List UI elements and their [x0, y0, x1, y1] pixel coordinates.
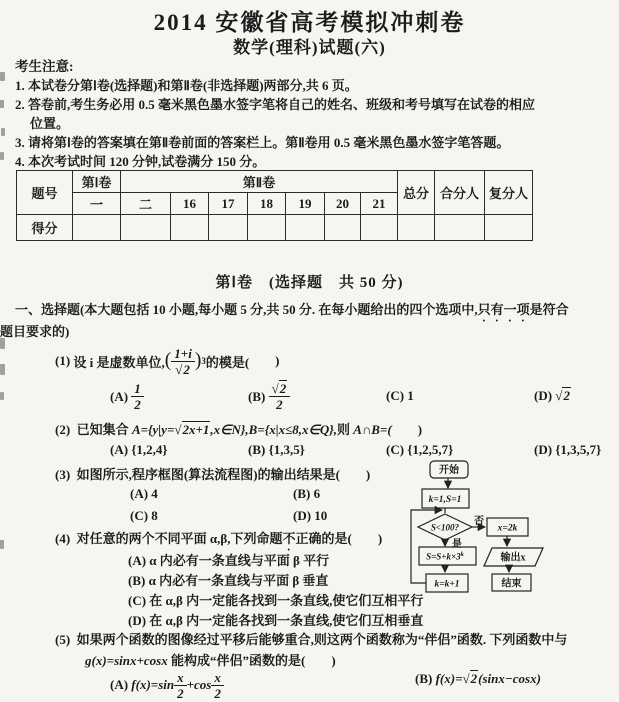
score-cell	[361, 215, 398, 241]
candidate-notice	[15, 57, 610, 171]
table-col-18: 18	[248, 193, 286, 215]
table-col-21: 21	[361, 193, 398, 215]
q2-option-a: (A) {1,2,4}	[110, 442, 168, 457]
flow-init-label: k=1,S=1	[428, 495, 462, 505]
q1-post: 的模是(	[205, 354, 250, 370]
score-cell	[209, 215, 248, 241]
q1-option-a: (A) $\frac{1}{2}$	[110, 382, 248, 411]
q5-line2-text: 能构成“伴侣”函数的是(	[167, 653, 306, 668]
table-col-20: 20	[325, 193, 361, 215]
section1-title: 第Ⅰ卷 (选择题 共 50 分)	[215, 275, 404, 291]
flow-condition-label: S<100?	[430, 522, 460, 533]
score-cell	[286, 215, 325, 241]
q4-option-a: (A) α 内必有一条直线与平面 β 平行	[128, 553, 330, 568]
score-table	[16, 170, 533, 241]
table-col-17: 17	[209, 193, 248, 215]
q4-pre: 对任意的两个不同平面 α,β,下列命题	[76, 531, 283, 546]
score-cell	[121, 215, 171, 241]
table-score-label: 得分	[17, 215, 73, 241]
notice-heading: 考生注意:	[15, 59, 74, 74]
q2-m2: ,x∈N},B={x|x≤8,x∈Q},	[210, 422, 338, 437]
q2-m1: A={y|y=	[131, 422, 175, 437]
table-col-1: 一	[73, 193, 121, 215]
question-3-options-row2	[130, 508, 327, 524]
section1-instruction-line2: 题目要求的)	[0, 324, 70, 339]
q4-emphasis: 不	[282, 531, 296, 546]
score-cell	[325, 215, 361, 241]
q5-close: )	[331, 653, 336, 668]
table-col-2: 二	[121, 193, 171, 215]
page-title: 2014 安徽省高考模拟冲刺卷	[153, 10, 466, 35]
question-3-options-row1	[130, 486, 320, 502]
table-header-part1: 第Ⅰ卷	[73, 171, 121, 193]
q1-lparen: (	[164, 350, 172, 371]
q5-option-a: (A) f(x)=sin $\frac{x}{2}$ +cos $\frac{x}{2}$	[110, 668, 224, 702]
page-subtitle: 数学(理科)试题(六)	[233, 38, 386, 57]
scan-artifact	[0, 540, 4, 549]
q3-text: 如图所示,程序框图(算法流程图)的输出结果是(	[76, 467, 340, 482]
flow-no-label: 否	[474, 516, 484, 527]
q2-option-c: (C) {1,2,5,7}	[386, 442, 454, 457]
scan-artifact	[0, 72, 5, 81]
algorithm-flowchart	[405, 458, 575, 600]
table-header-adder: 合分人	[435, 171, 485, 215]
table-header-question-number: 题号	[17, 171, 73, 215]
flow-start-label: 开始	[439, 465, 459, 476]
q3-number: (3)	[55, 467, 71, 482]
scan-artifact	[0, 100, 4, 108]
score-cell	[248, 215, 286, 241]
question-5-stem-line1	[55, 629, 615, 648]
question-2-stem	[55, 419, 615, 438]
q1-option-c: (C) 1	[386, 388, 414, 403]
score-cell	[398, 215, 435, 241]
q2-m3: A∩B=(	[353, 422, 392, 437]
flow-body-label: $S=S+k\times 3^k$	[426, 551, 464, 562]
q1-pre: 设 i 是虚数单位,	[73, 354, 165, 370]
q1-option-b: (B) $\frac{√2}{2}$	[248, 382, 386, 411]
q1-exponent: 3	[201, 356, 206, 366]
q1-number: (1)	[55, 353, 71, 368]
flow-yes-label: 是	[452, 539, 462, 550]
q5-option-b: (B) f(x)=√2(sinx−cosx)	[415, 671, 541, 686]
instruction-tail: 是符合	[529, 302, 569, 317]
q5-gx-formula: g(x)=sinx+cosx	[85, 653, 168, 668]
table-header-part2: 第Ⅱ卷	[121, 171, 398, 193]
score-cell	[171, 215, 209, 241]
notice-item-1: 1. 本试卷分第Ⅰ卷(选择题)和第Ⅱ卷(非选择题)两部分,共 6 页。	[15, 78, 358, 93]
table-header-total: 总分	[398, 171, 435, 215]
flow-output-label: 输出x	[500, 552, 526, 564]
q4-post: 正确的是(	[295, 531, 352, 546]
instruction-text: 一、选择题(本大题包括 10 小题,每小题 5 分,共 50 分. 在每小题给出的四个选项中,	[15, 302, 478, 317]
scan-artifact	[0, 152, 4, 160]
q3-option-a: (A) 4	[130, 486, 158, 501]
notice-item-2-cont: 位置。	[30, 116, 70, 131]
q5-line1: 如果两个函数的图像经过平移后能够重合,则这两个函数称为“伴侣”函数. 下列函数中与	[76, 632, 568, 647]
q4-option-c: (C) 在 α,β 内一定能各找到一条直线,使它们互相平行	[128, 593, 424, 608]
q1-close: )	[275, 353, 280, 368]
q1-rparen: )	[194, 350, 202, 371]
q2-option-d: (D) {1,3,5,7}	[534, 442, 602, 457]
flow-increment-label: k=k+1	[434, 579, 460, 590]
question-3-stem	[55, 464, 370, 483]
q4-close: )	[377, 531, 383, 546]
scan-artifact	[1, 128, 5, 136]
flow-branch-label: x=2k	[497, 523, 518, 534]
question-5-stem-line2	[85, 650, 336, 669]
notice-item-4: 4. 本次考试时间 120 分钟,试卷满分 150 分。	[15, 154, 266, 169]
q1-option-d: (D) √2	[534, 388, 570, 403]
question-2-options	[110, 442, 601, 458]
q3-close: )	[365, 467, 371, 482]
q2-cn1: 已知集合	[76, 422, 132, 437]
score-cell	[73, 215, 121, 241]
scan-artifact	[0, 392, 4, 400]
q3-option-b: (B) 6	[293, 486, 321, 501]
q3-option-d: (D) 10	[293, 508, 328, 523]
q2-option-b: (B) {1,3,5}	[248, 442, 305, 457]
question-1-options	[110, 381, 571, 411]
q1-fraction: $\frac{1+i}{√2}$	[171, 347, 195, 376]
q5-number: (5)	[55, 632, 71, 647]
table-col-19: 19	[286, 193, 325, 215]
table-header-checker: 复分人	[485, 171, 533, 215]
flow-end-label: 结束	[501, 578, 522, 590]
notice-item-3: 3. 请将第Ⅰ卷的答案填在第Ⅱ卷前面的答案栏上。第Ⅱ卷用 0.5 毫米黑色墨水签字笔答题。	[15, 135, 510, 150]
section1-instruction-line1	[15, 299, 615, 325]
q2-radical: √2x+1	[174, 422, 210, 437]
question-1-stem	[55, 344, 280, 378]
score-cell	[485, 215, 533, 241]
q2-close: )	[417, 422, 423, 437]
score-cell	[435, 215, 485, 241]
flowchart-canvas	[405, 458, 575, 600]
scan-artifact	[0, 364, 5, 375]
q2-number: (2)	[55, 422, 71, 437]
q4-option-b: (B) α 内必有一条直线与平面 β 垂直	[128, 573, 329, 588]
q4-option-d: (D) 在 α,β 内一定能各找到一条直线,使它们互相垂直	[128, 613, 424, 628]
q2-cn2: 则	[337, 422, 354, 437]
notice-item-2: 2. 答卷前,考生务必用 0.5 毫米黑色墨水签字笔将自己的姓名、班级和考号填写在试卷的相应	[15, 97, 536, 112]
table-col-16: 16	[171, 193, 209, 215]
q3-option-c: (C) 8	[130, 508, 158, 523]
q4-number: (4)	[55, 531, 71, 546]
instruction-emphasis: 只有一项	[477, 302, 530, 317]
